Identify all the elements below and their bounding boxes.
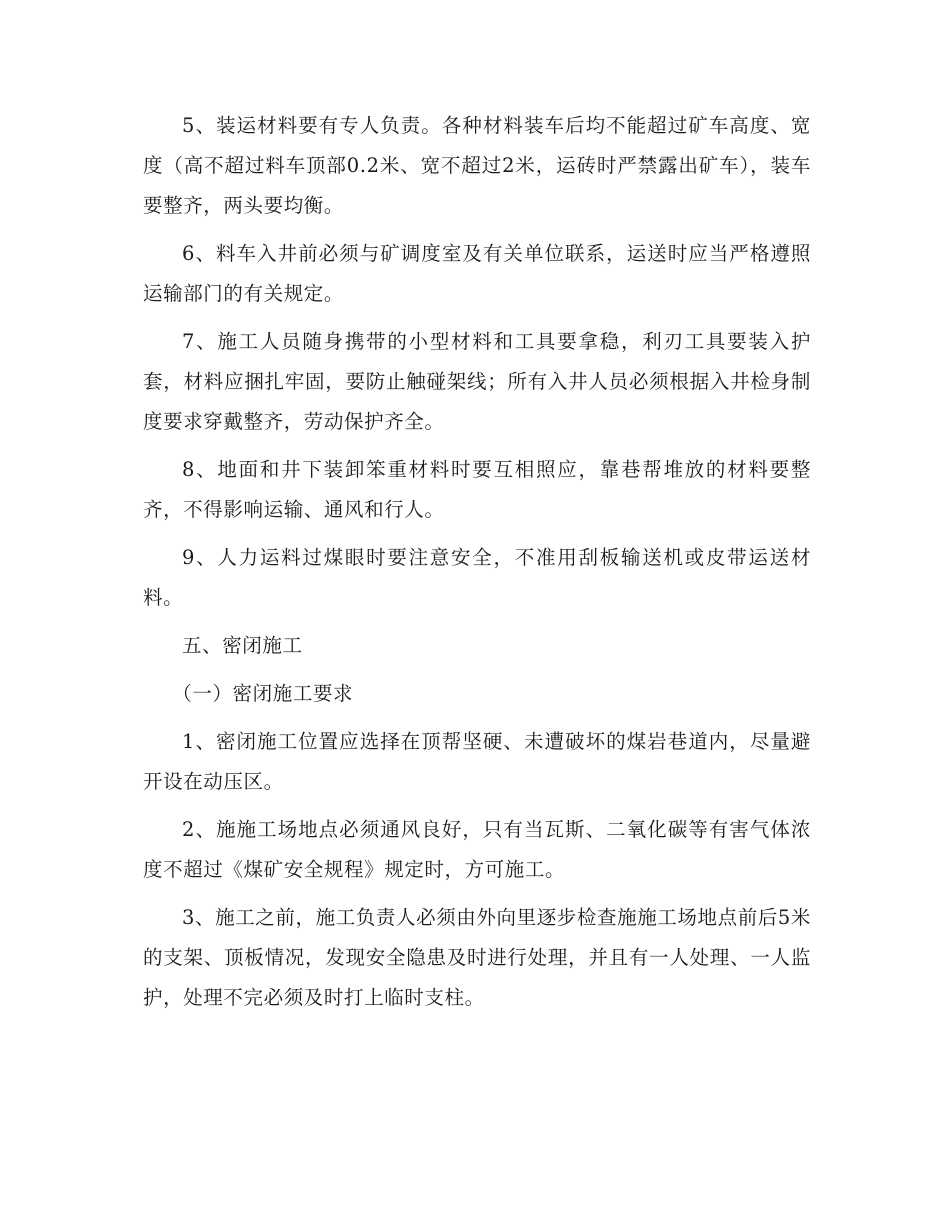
section-paragraph-1: 1、密闭施工位置应选择在顶帮坚硬、未遭破坏的煤岩巷道内，尽量避开设在动压区。 bbox=[143, 730, 811, 793]
paragraph-item-8: 8、地面和井下装卸笨重材料时要互相照应，靠巷帮堆放的材料要整齐，不得影响运输、通风和行人。 bbox=[143, 458, 811, 521]
section-paragraph-3: 3、施工之前，施工负责人必须由外向里逐步检查施施工场地点前后5米的支架、顶板情况，发现安全隐患及时进行处理，并且有一人处理、一人监护，处理不完必须及时打上临时支柱。 bbox=[143, 906, 812, 1009]
paragraph-item-9: 9、人力运料过煤眼时要注意安全，不准用刮板输送机或皮带运送材料。 bbox=[143, 546, 811, 609]
section-heading: 五、密闭施工 bbox=[182, 634, 303, 657]
paragraph-item-5: 5、装运材料要有专人负责。各种材料装车后均不能超过矿车高度、宽度（高不超过料车顶部0.2米、宽不超过2米，运砖时严禁露出矿车），装车要整齐，两头要均衡。 bbox=[143, 114, 811, 217]
document-body bbox=[143, 106, 811, 1026]
paragraph-item-7: 7、施工人员随身携带的小型材料和工具要拿稳，利刃工具要装入护套，材料应捆扎牢固，要防止触碰架线；所有入井人员必须根据入井检身制度要求穿戴整齐，劳动保护齐全。 bbox=[143, 330, 811, 433]
paragraph-item-6: 6、料车入井前必须与矿调度室及有关单位联系，运送时应当严格遵照运输部门的有关规定。 bbox=[143, 242, 811, 305]
subsection-heading: （一）密闭施工要求 bbox=[172, 682, 354, 705]
section-paragraph-2: 2、施施工场地点必须通风良好，只有当瓦斯、二氧化碳等有害气体浓度不超过《煤矿安全规程》规定时，方可施工。 bbox=[143, 818, 811, 881]
